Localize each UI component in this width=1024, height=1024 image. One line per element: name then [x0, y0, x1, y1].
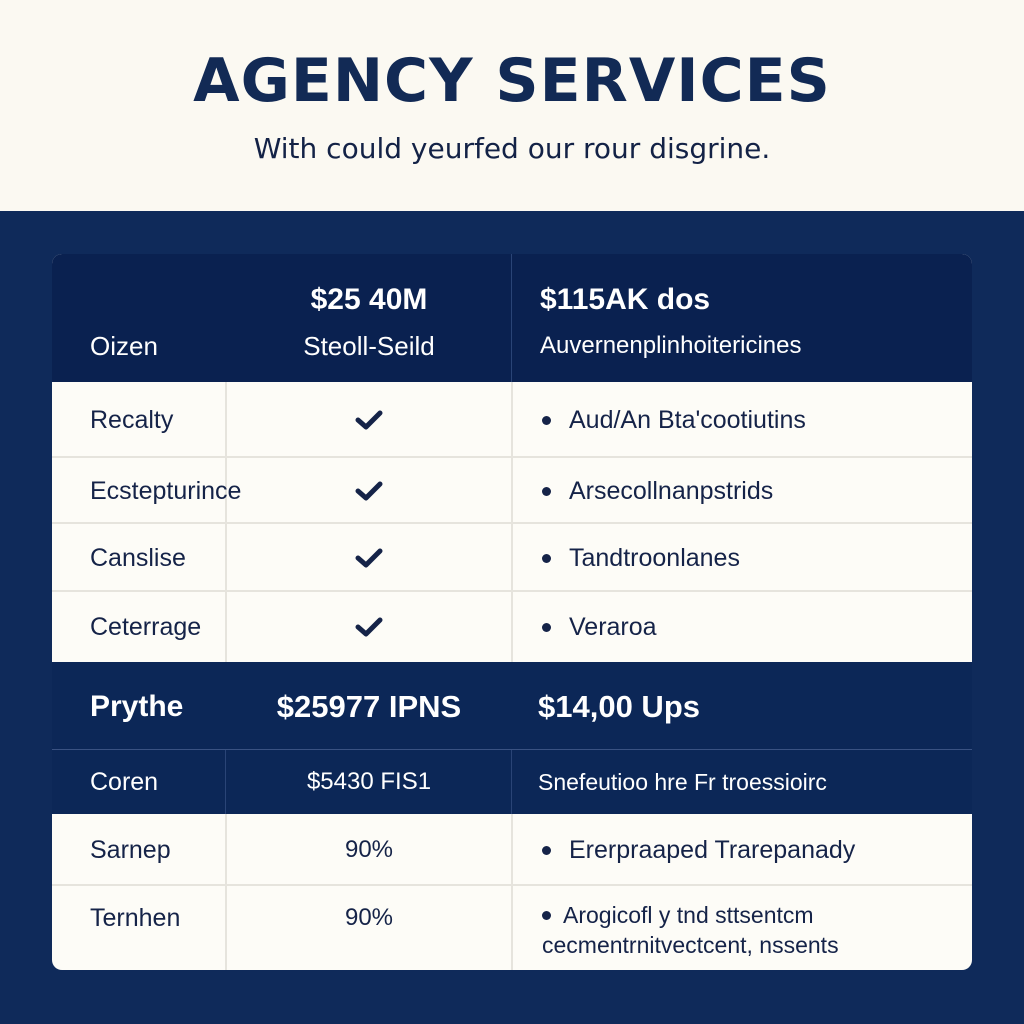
header-col2-price: $25 40M: [310, 283, 428, 316]
bullet-icon: [542, 623, 551, 632]
header-col3-price: $115AK dos: [540, 283, 711, 316]
sub-description: Snefeutioo hre Fr troessioirc: [538, 768, 827, 795]
table-row: [52, 458, 972, 524]
check-icon: [227, 458, 511, 524]
services-table: [52, 254, 972, 970]
hero-section: [0, 0, 1024, 211]
row-detail: Arsecollnanpstrids: [542, 458, 773, 524]
bullet-icon: [542, 846, 551, 855]
row-label: Ecstepturince: [90, 476, 242, 505]
header-col3-label: Auvernenplinhoitericines: [540, 332, 802, 359]
row-label: Ternhen: [90, 903, 181, 932]
row-value: 90%: [344, 836, 394, 863]
row-detail: Tandtroonlanes: [542, 524, 740, 592]
row-label: Canslise: [90, 543, 186, 572]
row-detail: Ererpraaped Trarepanady: [542, 814, 855, 886]
page-subtitle: With could yeurfed our rour disgrine.: [253, 132, 771, 165]
sub-label: Coren: [90, 767, 159, 796]
table-row: [52, 382, 972, 458]
table-header: [52, 254, 972, 382]
check-icon: [227, 382, 511, 458]
sub-price: $5430 FIS1: [306, 768, 432, 795]
pricing-label: Prythe: [90, 690, 184, 723]
bullet-icon: [542, 911, 551, 920]
bullet-icon: [542, 487, 551, 496]
row-detail: Aud/An Bta'cootiutins: [542, 382, 806, 458]
check-icon: [227, 592, 511, 662]
page-title: AGENCY SERVICES: [193, 46, 831, 116]
pricing-band: [52, 662, 972, 814]
row-value: 90%: [344, 904, 394, 931]
table-row: [52, 886, 972, 970]
row-detail: Arogicofl y tnd sttsentcm cecmentrnitvectcent, nssents: [542, 902, 839, 958]
row-detail: Veraroa: [542, 592, 657, 662]
row-label: Recalty: [90, 405, 174, 434]
table-row: [52, 524, 972, 592]
header-col2-label: Steoll-Seild: [303, 330, 435, 361]
bullet-icon: [542, 554, 551, 563]
table-row: [52, 814, 972, 886]
table-row: [52, 592, 972, 662]
pricing-col3-price: $14,00 Ups: [538, 689, 700, 724]
pricing-col2-price: $25977 IPNS: [276, 689, 462, 724]
check-icon: [227, 524, 511, 592]
row-label: Sarnep: [90, 835, 171, 864]
row-label: Ceterrage: [90, 612, 202, 641]
bullet-icon: [542, 416, 551, 425]
header-col1-label: Oizen: [90, 330, 158, 361]
